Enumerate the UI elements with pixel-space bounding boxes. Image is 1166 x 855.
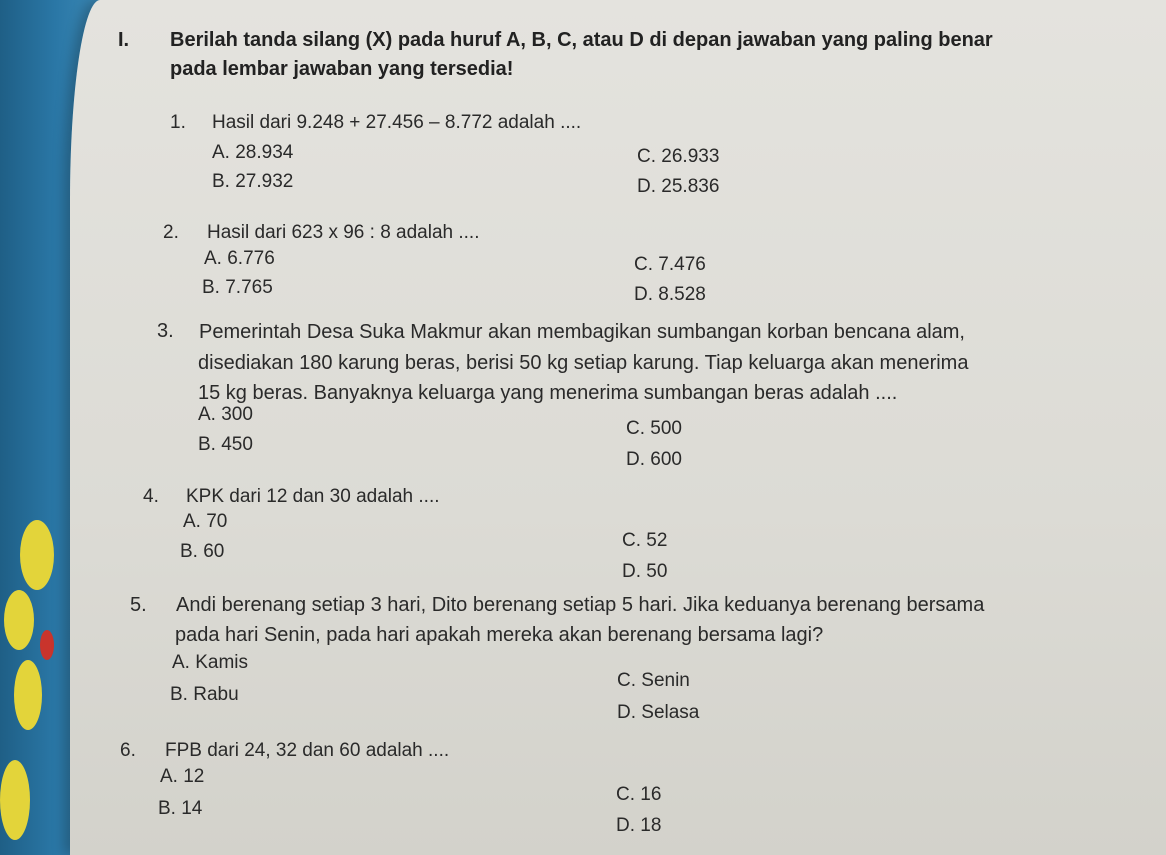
option-c[interactable]: C. 52 bbox=[622, 530, 668, 551]
question-text: Andi berenang setiap 3 hari, Dito berenang setiap 5 hari. Jika keduanya berenang bersama bbox=[176, 594, 985, 616]
option-a[interactable]: A. 28.934 bbox=[212, 142, 294, 163]
option-c[interactable]: C. 500 bbox=[626, 418, 682, 439]
question-number: 3. bbox=[157, 320, 174, 342]
option-a[interactable]: A. 12 bbox=[160, 766, 205, 787]
option-c[interactable]: C. 7.476 bbox=[634, 254, 706, 275]
section-number: I. bbox=[118, 29, 130, 51]
question-text: Pemerintah Desa Suka Makmur akan membagikan sumbangan korban bencana alam, bbox=[199, 321, 965, 343]
option-a[interactable]: A. 300 bbox=[198, 404, 253, 425]
question-text: 15 kg beras. Banyaknya keluarga yang menerima sumbangan beras adalah .... bbox=[198, 382, 898, 404]
option-d[interactable]: D. 18 bbox=[616, 815, 662, 836]
instruction-line: Berilah tanda silang (X) pada huruf A, B, C, atau D di depan jawaban yang paling benar bbox=[170, 29, 993, 51]
option-c[interactable]: C. 26.933 bbox=[637, 146, 720, 167]
question-number: 1. bbox=[170, 112, 186, 133]
option-d[interactable]: D. 50 bbox=[622, 561, 668, 582]
option-b[interactable]: B. 7.765 bbox=[202, 277, 273, 298]
option-b[interactable]: B. 27.932 bbox=[212, 171, 294, 192]
question-number: 4. bbox=[143, 486, 159, 507]
option-a[interactable]: A. 70 bbox=[183, 511, 228, 532]
question-number: 6. bbox=[120, 740, 136, 761]
option-d[interactable]: D. Selasa bbox=[617, 702, 700, 723]
decorative-pattern bbox=[14, 660, 42, 730]
instruction-line: pada lembar jawaban yang tersedia! bbox=[170, 58, 514, 80]
option-d[interactable]: D. 600 bbox=[626, 449, 682, 470]
question-text: FPB dari 24, 32 dan 60 adalah .... bbox=[165, 740, 450, 761]
option-c[interactable]: C. Senin bbox=[617, 670, 690, 691]
question-text: KPK dari 12 dan 30 adalah .... bbox=[186, 486, 440, 507]
option-b[interactable]: B. 60 bbox=[180, 541, 225, 562]
question-text: Hasil dari 9.248 + 27.456 – 8.772 adalah .... bbox=[212, 112, 582, 133]
decorative-pattern bbox=[40, 630, 54, 660]
question-text: pada hari Senin, pada hari apakah mereka akan berenang bersama lagi? bbox=[175, 624, 824, 646]
decorative-pattern bbox=[20, 520, 54, 590]
option-d[interactable]: D. 25.836 bbox=[637, 176, 720, 197]
option-b[interactable]: B. Rabu bbox=[170, 684, 239, 705]
option-b[interactable]: B. 450 bbox=[198, 434, 253, 455]
question-number: 5. bbox=[130, 594, 147, 616]
decorative-pattern bbox=[4, 590, 34, 650]
question-text: disediakan 180 karung beras, berisi 50 kg setiap karung. Tiap keluarga akan menerima bbox=[198, 352, 969, 374]
question-text: Hasil dari 623 x 96 : 8 adalah .... bbox=[207, 222, 480, 243]
option-b[interactable]: B. 14 bbox=[158, 798, 203, 819]
option-c[interactable]: C. 16 bbox=[616, 784, 662, 805]
option-a[interactable]: A. Kamis bbox=[172, 652, 249, 673]
option-d[interactable]: D. 8.528 bbox=[634, 284, 706, 305]
decorative-pattern bbox=[0, 760, 30, 840]
option-a[interactable]: A. 6.776 bbox=[204, 248, 275, 269]
question-number: 2. bbox=[163, 222, 179, 243]
